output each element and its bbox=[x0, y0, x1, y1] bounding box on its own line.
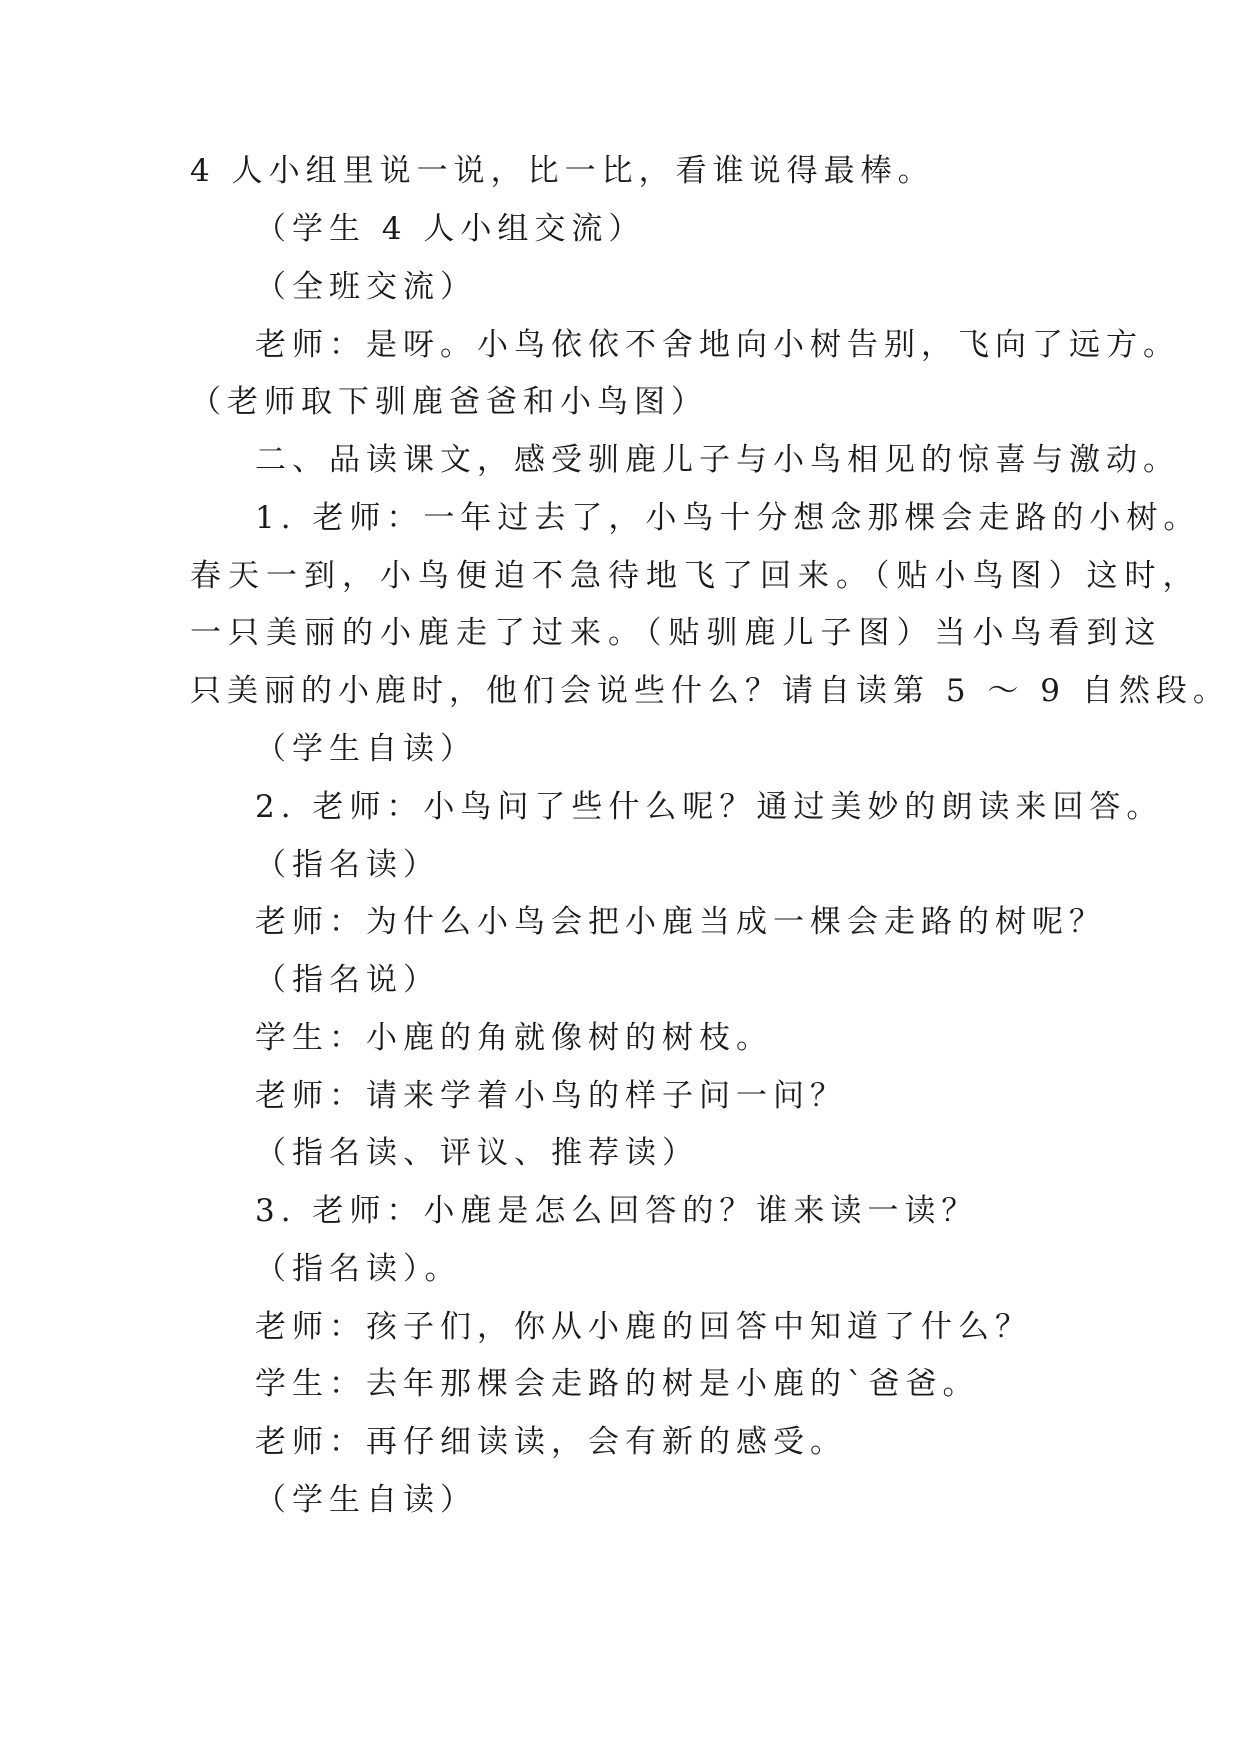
text-line-15: （指名说） bbox=[255, 962, 440, 998]
text-line-16: 学生：小鹿的角就像树的树枝。 bbox=[255, 1020, 773, 1056]
text-line-24: （学生自读） bbox=[255, 1482, 477, 1518]
text-line-6: 二、品读课文，感受驯鹿儿子与小鸟相见的惊喜与激动。 bbox=[255, 442, 1180, 478]
text-line-10: 只美丽的小鹿时，他们会说些什么？请自读第 5 ～ 9 自然段。 bbox=[190, 673, 1230, 709]
text-line-23: 老师：再仔细读读，会有新的感受。 bbox=[255, 1424, 847, 1460]
text-line-8: 春天一到，小鸟便迫不急待地飞了回来。（贴小鸟图）这时， bbox=[190, 558, 1201, 594]
text-line-13: （指名读） bbox=[255, 847, 440, 883]
text-line-11: （学生自读） bbox=[255, 731, 477, 767]
text-line-5: （老师取下驯鹿爸爸和小鸟图） bbox=[190, 384, 708, 420]
text-line-1: 4 人小组里说一说，比一比，看谁说得最棒。 bbox=[190, 153, 935, 189]
text-line-18: （指名读、评议、推荐读） bbox=[255, 1135, 699, 1171]
text-line-9: 一只美丽的小鹿走了过来。（贴驯鹿儿子图）当小鸟看到这 bbox=[190, 615, 1163, 651]
text-line-17: 老师：请来学着小鸟的样子问一问？ bbox=[255, 1078, 847, 1114]
text-line-21: 老师：孩子们，你从小鹿的回答中知道了什么？ bbox=[255, 1309, 1032, 1345]
text-line-7: 1. 老师：一年过去了，小鸟十分想念那棵会走路的小树。 bbox=[255, 500, 1201, 536]
text-line-4: 老师：是呀。小鸟依依不舍地向小树告别，飞向了远方。 bbox=[255, 327, 1180, 363]
text-line-12: 2. 老师：小鸟问了些什么呢？通过美妙的朗读来回答。 bbox=[255, 789, 1164, 825]
text-line-2: （学生 4 人小组交流） bbox=[255, 211, 646, 247]
text-line-3: （全班交流） bbox=[255, 269, 477, 305]
text-line-20: （指名读）。 bbox=[255, 1251, 462, 1287]
text-line-22: 学生：去年那棵会走路的树是小鹿的`爸爸。 bbox=[255, 1366, 980, 1402]
text-line-14: 老师：为什么小鸟会把小鹿当成一棵会走路的树呢？ bbox=[255, 904, 1106, 940]
text-line-19: 3. 老师：小鹿是怎么回答的？谁来读一读？ bbox=[255, 1193, 979, 1229]
